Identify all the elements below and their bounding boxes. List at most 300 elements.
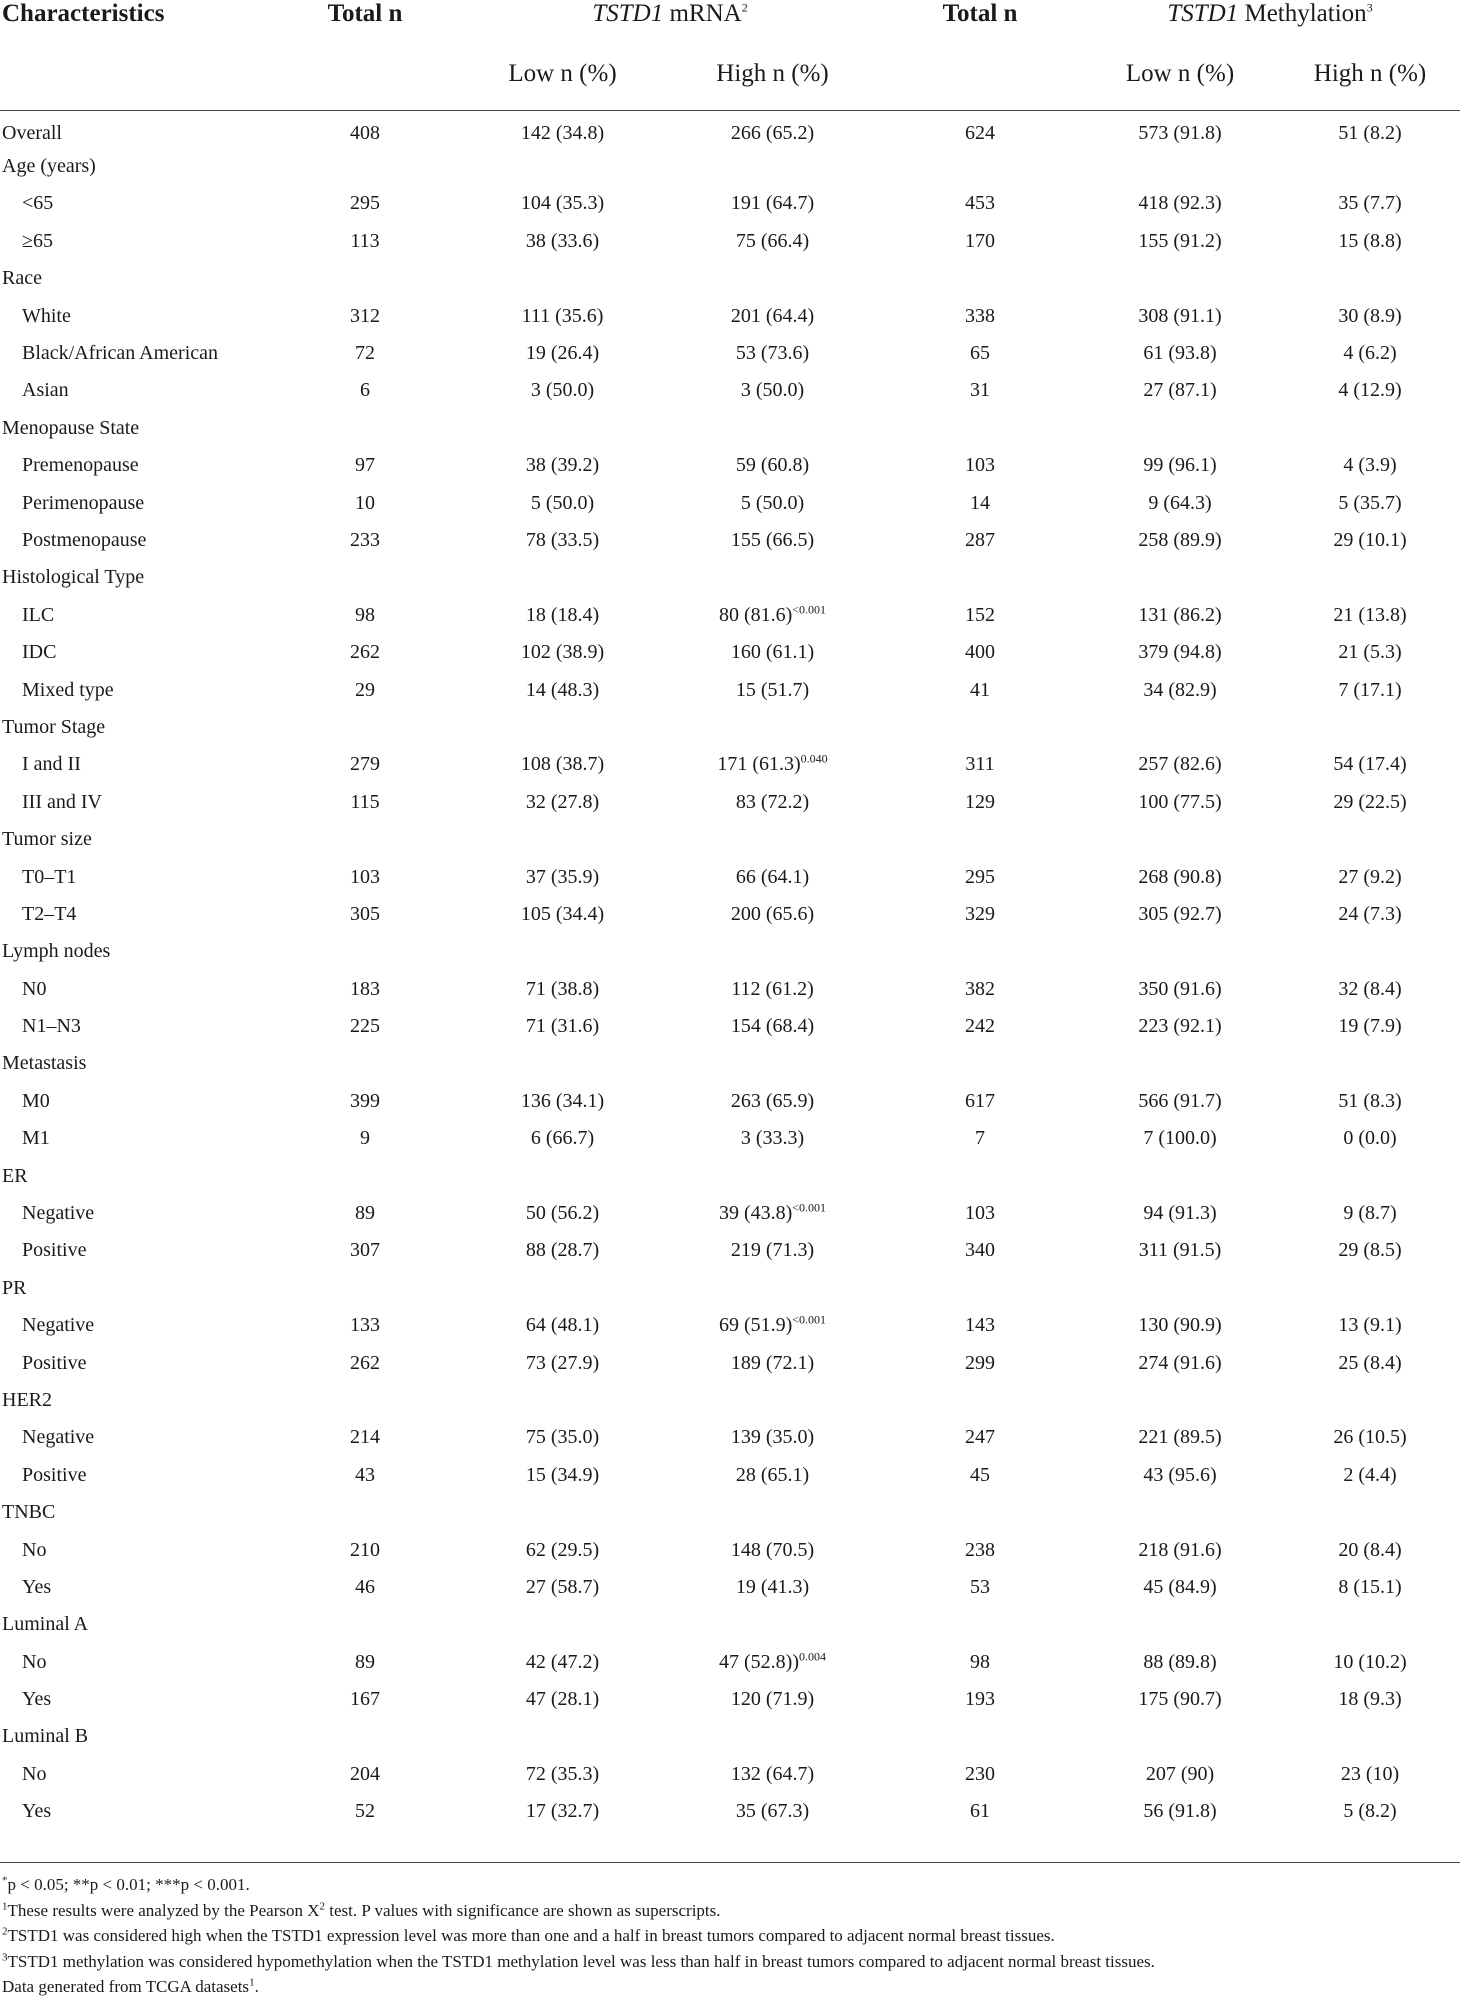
header-row-1 [0, 0, 1460, 38]
cell [1080, 634, 1280, 671]
cell-value: 201 (64.4) [730, 304, 815, 327]
cell [665, 1606, 880, 1643]
cell [665, 1232, 880, 1269]
cell [665, 746, 880, 783]
cell [880, 484, 1080, 521]
cell [460, 1008, 665, 1045]
footnote [2, 1898, 1155, 1924]
cell [880, 185, 1080, 222]
cell [460, 447, 665, 484]
table-row [0, 1195, 1460, 1232]
cell [880, 223, 1080, 260]
cell [1080, 185, 1280, 222]
cell-value: 257 (82.6) [1138, 753, 1222, 776]
meth-gene: TSTD1 [1167, 0, 1239, 27]
cell [880, 410, 1080, 447]
cell-value: 66 (64.1) [735, 865, 810, 888]
footnote [2, 1974, 1155, 2000]
cell-value: 112 (61.2) [731, 977, 814, 1000]
cell-value: 233 [350, 528, 380, 551]
cell [880, 447, 1080, 484]
cell [665, 1307, 880, 1344]
cell [1080, 1344, 1280, 1381]
cell-value: 338 [965, 304, 996, 327]
cell [460, 709, 665, 746]
cell [1280, 1756, 1460, 1793]
footnote-text: These results were analyzed by the Pearson X [7, 1900, 320, 1920]
cell [1080, 933, 1280, 970]
cell-value: 167 [350, 1688, 380, 1711]
cell-value: 29 (8.5) [1338, 1239, 1402, 1262]
cell [880, 1457, 1080, 1494]
cell [460, 784, 665, 821]
cell-value: 133 [350, 1314, 380, 1337]
group-label: Histological Type [2, 566, 145, 589]
cell-value: 18 (9.3) [1338, 1688, 1402, 1711]
bottom-rule [0, 1862, 1460, 1863]
cell-value: 18 (18.4) [525, 603, 600, 626]
table-row [0, 1008, 1460, 1045]
cell-value: 329 [965, 902, 996, 925]
table-row [0, 1344, 1460, 1381]
cell [880, 746, 1080, 783]
cell-value: 53 [970, 1575, 991, 1598]
cell-value: 78 (33.5) [525, 528, 600, 551]
cell [880, 1157, 1080, 1194]
cell [665, 522, 880, 559]
cell-value: 225 [350, 1015, 380, 1038]
cell [1280, 1419, 1460, 1456]
cell [1080, 1270, 1280, 1307]
cell [880, 1045, 1080, 1082]
cell [665, 671, 880, 708]
cell-value: 5 (50.0) [530, 491, 595, 514]
cell-value: 73 (27.9) [525, 1351, 600, 1374]
cell [1280, 1644, 1460, 1681]
row-label: Perimenopause [22, 491, 145, 514]
cell-value: 35 (7.7) [1338, 192, 1402, 215]
group-label: ER [2, 1164, 28, 1187]
cell [665, 1457, 880, 1494]
cell [1080, 559, 1280, 596]
cell [1080, 896, 1280, 933]
cell-value: 26 (10.5) [1333, 1426, 1407, 1449]
cell-value: 148 (70.5) [730, 1538, 815, 1561]
cell [460, 933, 665, 970]
cell-value: 287 [965, 528, 996, 551]
cell [880, 1606, 1080, 1643]
cell-value: 5 (8.2) [1343, 1800, 1397, 1823]
group-label: HER2 [2, 1388, 52, 1411]
cell [880, 1531, 1080, 1568]
low-header-2: Low n (%) [1080, 38, 1280, 111]
table-row [0, 484, 1460, 521]
cell [270, 746, 460, 783]
cell [270, 1045, 460, 1082]
cell [270, 970, 460, 1007]
cell-value: 183 [350, 977, 380, 1000]
cell [1280, 111, 1460, 148]
cell-value: 242 [965, 1015, 996, 1038]
cell-value: 6 (66.7) [530, 1127, 595, 1150]
cell [460, 1195, 665, 1232]
cell [460, 1718, 665, 1755]
cell-value: 97 [355, 454, 375, 477]
cell [270, 1195, 460, 1232]
cell [1080, 709, 1280, 746]
cell-value: 132 (64.7) [730, 1762, 815, 1785]
cell [1280, 447, 1460, 484]
cell-value: 111 (35.6) [521, 304, 604, 327]
cell [460, 335, 665, 372]
cell-value: 382 [965, 977, 996, 1000]
cell [1280, 1120, 1460, 1157]
cell [1280, 148, 1460, 185]
cell-value: 299 [965, 1351, 996, 1374]
row-label: T2–T4 [22, 902, 77, 925]
row-label: Yes [22, 1800, 52, 1823]
cell [270, 1718, 460, 1755]
cell [270, 896, 460, 933]
table-row [0, 1232, 1460, 1269]
cell [880, 1083, 1080, 1120]
footnote-text: p < 0.05; **p < 0.01; ***p < 0.001. [7, 1875, 250, 1894]
cell-value: 408 [350, 121, 380, 144]
row-label: No [22, 1762, 47, 1785]
table-row [0, 372, 1460, 409]
cell [270, 1569, 460, 1606]
row-label: Negative [22, 1314, 95, 1337]
cell [880, 1270, 1080, 1307]
row-label: <65 [22, 192, 54, 215]
table-row [0, 597, 1460, 634]
cell [1080, 223, 1280, 260]
cell [460, 1120, 665, 1157]
cell [665, 297, 880, 334]
table-row [0, 671, 1460, 708]
footnote [2, 1949, 1155, 1975]
cell [270, 821, 460, 858]
total-n-header-2: Total n [942, 0, 1018, 27]
cell [1280, 335, 1460, 372]
cell-value: 9 (64.3) [1148, 491, 1212, 514]
table-row [0, 1644, 1460, 1681]
cell [270, 1083, 460, 1120]
meth-sup: 3 [1366, 0, 1373, 15]
cell [1280, 1382, 1460, 1419]
cell-value: 418 (92.3) [1138, 192, 1222, 215]
cell [665, 1718, 880, 1755]
cell [460, 896, 665, 933]
cell [270, 1270, 460, 1307]
cell [1080, 410, 1280, 447]
cell-value: 59 (60.8) [735, 454, 810, 477]
cell-value: 45 [970, 1463, 991, 1486]
cell [880, 1793, 1080, 1830]
cell-value: 46 [355, 1575, 375, 1598]
cell-value: 311 [965, 753, 995, 776]
cell [1280, 634, 1460, 671]
cell [1280, 1270, 1460, 1307]
cell [880, 1120, 1080, 1157]
cell-value: 47 (28.1) [525, 1688, 600, 1711]
cell [880, 1382, 1080, 1419]
cell [665, 1793, 880, 1830]
cell [665, 784, 880, 821]
significance-superscript: 0.040 [800, 751, 828, 766]
cell [1080, 260, 1280, 297]
cell [880, 1419, 1080, 1456]
cell-value: 3 (50.0) [530, 379, 595, 402]
mrna-gene: TSTD1 [592, 0, 664, 27]
cell-value: 143 [965, 1314, 996, 1337]
cell-value: 98 [970, 1650, 991, 1673]
cell-value: 214 [350, 1426, 380, 1449]
cell [460, 970, 665, 1007]
cell-value: 31 [970, 379, 991, 402]
cell-value: 307 [350, 1239, 380, 1262]
cell [1080, 1045, 1280, 1082]
cell-value: 39 (43.8) [718, 1202, 793, 1225]
table-row [0, 1531, 1460, 1568]
cell [1080, 1793, 1280, 1830]
cell-value: 3 (50.0) [740, 379, 805, 402]
cell-value: 89 [355, 1202, 375, 1225]
cell-value: 21 (5.3) [1338, 641, 1402, 664]
cell [460, 522, 665, 559]
cell [665, 1120, 880, 1157]
table-row [0, 970, 1460, 1007]
cell [880, 1569, 1080, 1606]
footnote [2, 1872, 1155, 1898]
cell-value: 155 (66.5) [730, 528, 815, 551]
footnote-marker: 1 [2, 1899, 8, 1912]
cell-value: 2 (4.4) [1343, 1463, 1397, 1486]
cell [1080, 1382, 1280, 1419]
row-label: I and II [22, 753, 81, 776]
cell-value: 61 (93.8) [1143, 342, 1217, 365]
cell [1080, 858, 1280, 895]
cell-value: 43 [355, 1463, 375, 1486]
cell [665, 484, 880, 521]
cell [270, 1344, 460, 1381]
table-row [0, 1606, 1460, 1643]
cell-value: 305 (92.7) [1138, 902, 1222, 925]
cell-value: 399 [350, 1089, 380, 1112]
table-row [0, 410, 1460, 447]
cell [270, 1606, 460, 1643]
cell [270, 522, 460, 559]
cell [270, 111, 460, 148]
cell [1080, 821, 1280, 858]
cell-value: 15 (34.9) [525, 1463, 600, 1486]
cell-value: 37 (35.9) [525, 865, 600, 888]
footnote [2, 1923, 1155, 1949]
group-label: Metastasis [2, 1052, 87, 1075]
cell [665, 410, 880, 447]
cell [270, 1307, 460, 1344]
cell-value: 5 (35.7) [1338, 491, 1402, 514]
cell-value: 154 (68.4) [730, 1015, 815, 1038]
table-row [0, 1120, 1460, 1157]
low-header-1: Low n (%) [460, 38, 665, 111]
group-label: Luminal A [2, 1613, 89, 1636]
cell [880, 260, 1080, 297]
footnote-text: Data generated from TCGA datasets [2, 1977, 250, 1996]
cell [270, 447, 460, 484]
cell [460, 1307, 665, 1344]
cell [460, 1644, 665, 1681]
cell [880, 970, 1080, 1007]
cell [460, 1793, 665, 1830]
cell [1080, 447, 1280, 484]
footnote-text: TSTD1 methylation was considered hypomethylation when the TSTD1 methylation level was less than half in breast tumors compared to adjacent normal breast tissues. [7, 1951, 1155, 1971]
cell-value: 262 [350, 1351, 380, 1374]
cell [1280, 1232, 1460, 1269]
cell [1280, 746, 1460, 783]
cell [665, 447, 880, 484]
cell [1080, 111, 1280, 148]
cell-value: 139 (35.0) [730, 1426, 815, 1449]
cell [1280, 1531, 1460, 1568]
cell [1280, 223, 1460, 260]
cell-value: 129 [965, 790, 996, 813]
table-row [0, 185, 1460, 222]
cell-value: 56 (91.8) [1143, 1800, 1217, 1823]
mrna-header [460, 0, 880, 38]
cell [665, 1756, 880, 1793]
cell-value: 247 [965, 1426, 996, 1449]
significance-superscript: <0.001 [792, 602, 827, 617]
cell [880, 1195, 1080, 1232]
cell [270, 933, 460, 970]
cell [1280, 1157, 1460, 1194]
cell [880, 858, 1080, 895]
cell-value: 266 (65.2) [730, 121, 815, 144]
cell [665, 858, 880, 895]
mrna-label: mRNA [663, 0, 742, 27]
cell-value: 160 (61.1) [730, 641, 815, 664]
table-row [0, 1793, 1460, 1830]
cell-value: 51 (8.2) [1338, 121, 1402, 144]
cell [1080, 1606, 1280, 1643]
cell [1080, 148, 1280, 185]
cell-value: 113 [350, 229, 380, 252]
cell-value: 45 (84.9) [1143, 1575, 1217, 1598]
row-label: Positive [22, 1239, 87, 1262]
cell [1080, 1120, 1280, 1157]
group-label: Luminal B [2, 1725, 89, 1748]
cell [1280, 933, 1460, 970]
table-row [0, 522, 1460, 559]
cell [1080, 484, 1280, 521]
table-row [0, 1756, 1460, 1793]
characteristics-header: Characteristics [2, 0, 165, 27]
table-row [0, 1270, 1460, 1307]
cell-value: 191 (64.7) [730, 192, 815, 215]
cell [460, 1569, 665, 1606]
cell [460, 484, 665, 521]
cell [270, 1756, 460, 1793]
cell-value: 29 (10.1) [1333, 528, 1407, 551]
cell [460, 1606, 665, 1643]
row-label: ILC [22, 603, 55, 626]
cell [1280, 1793, 1460, 1830]
cell-value: 54 (17.4) [1333, 753, 1407, 776]
cell [880, 1008, 1080, 1045]
table-row [0, 297, 1460, 334]
cell [270, 185, 460, 222]
cell-value: 32 (27.8) [525, 790, 600, 813]
cell-value: 14 [970, 491, 991, 514]
high-header-1: High n (%) [665, 38, 880, 111]
table-row [0, 1419, 1460, 1456]
cell-value: 29 (22.5) [1333, 790, 1407, 813]
cell-value: 19 (41.3) [735, 1575, 810, 1598]
cell [1280, 1083, 1460, 1120]
cell [460, 1382, 665, 1419]
cell-value: 9 [360, 1127, 370, 1150]
cell [1080, 1756, 1280, 1793]
cell [1080, 1195, 1280, 1232]
cell [460, 148, 665, 185]
cell-value: 189 (72.1) [730, 1351, 815, 1374]
cell-value: 19 (7.9) [1338, 1015, 1402, 1038]
cell-value: 75 (66.4) [735, 229, 810, 252]
cell [460, 223, 665, 260]
cell [460, 821, 665, 858]
cell [1280, 896, 1460, 933]
row-label: N0 [22, 977, 47, 1000]
cell [1080, 970, 1280, 1007]
footnotes [2, 1872, 1155, 2000]
cell [270, 1157, 460, 1194]
cell-value: 13 (9.1) [1338, 1314, 1402, 1337]
cell [460, 1344, 665, 1381]
cell [880, 111, 1080, 148]
cell-value: 88 (89.8) [1143, 1650, 1217, 1673]
cell-value: 75 (35.0) [525, 1426, 600, 1449]
cell-value: 61 [970, 1800, 991, 1823]
cell [880, 372, 1080, 409]
cell-value: 6 [360, 379, 370, 402]
cell [1080, 1531, 1280, 1568]
cell [1280, 1681, 1460, 1718]
cell [270, 1008, 460, 1045]
cell-value: 207 (90) [1145, 1762, 1215, 1785]
cell [665, 933, 880, 970]
cell [460, 1232, 665, 1269]
group-label: TNBC [2, 1501, 56, 1524]
cell [270, 148, 460, 185]
cell [665, 148, 880, 185]
cell-value: 47 (52.8)) [719, 1650, 799, 1673]
cell-value: 142 (34.8) [520, 121, 605, 144]
cell [665, 1344, 880, 1381]
cell [460, 1045, 665, 1082]
cell-value: 624 [965, 121, 996, 144]
cell [460, 858, 665, 895]
cell-value: 617 [965, 1089, 996, 1112]
cell [460, 1494, 665, 1531]
cell-value: 308 (91.1) [1138, 304, 1222, 327]
table-row [0, 148, 1460, 185]
cell [1080, 671, 1280, 708]
cell [1280, 484, 1460, 521]
footnote-tail: . [254, 1977, 259, 1996]
cell [1080, 1681, 1280, 1718]
cell-value: 103 [350, 865, 380, 888]
